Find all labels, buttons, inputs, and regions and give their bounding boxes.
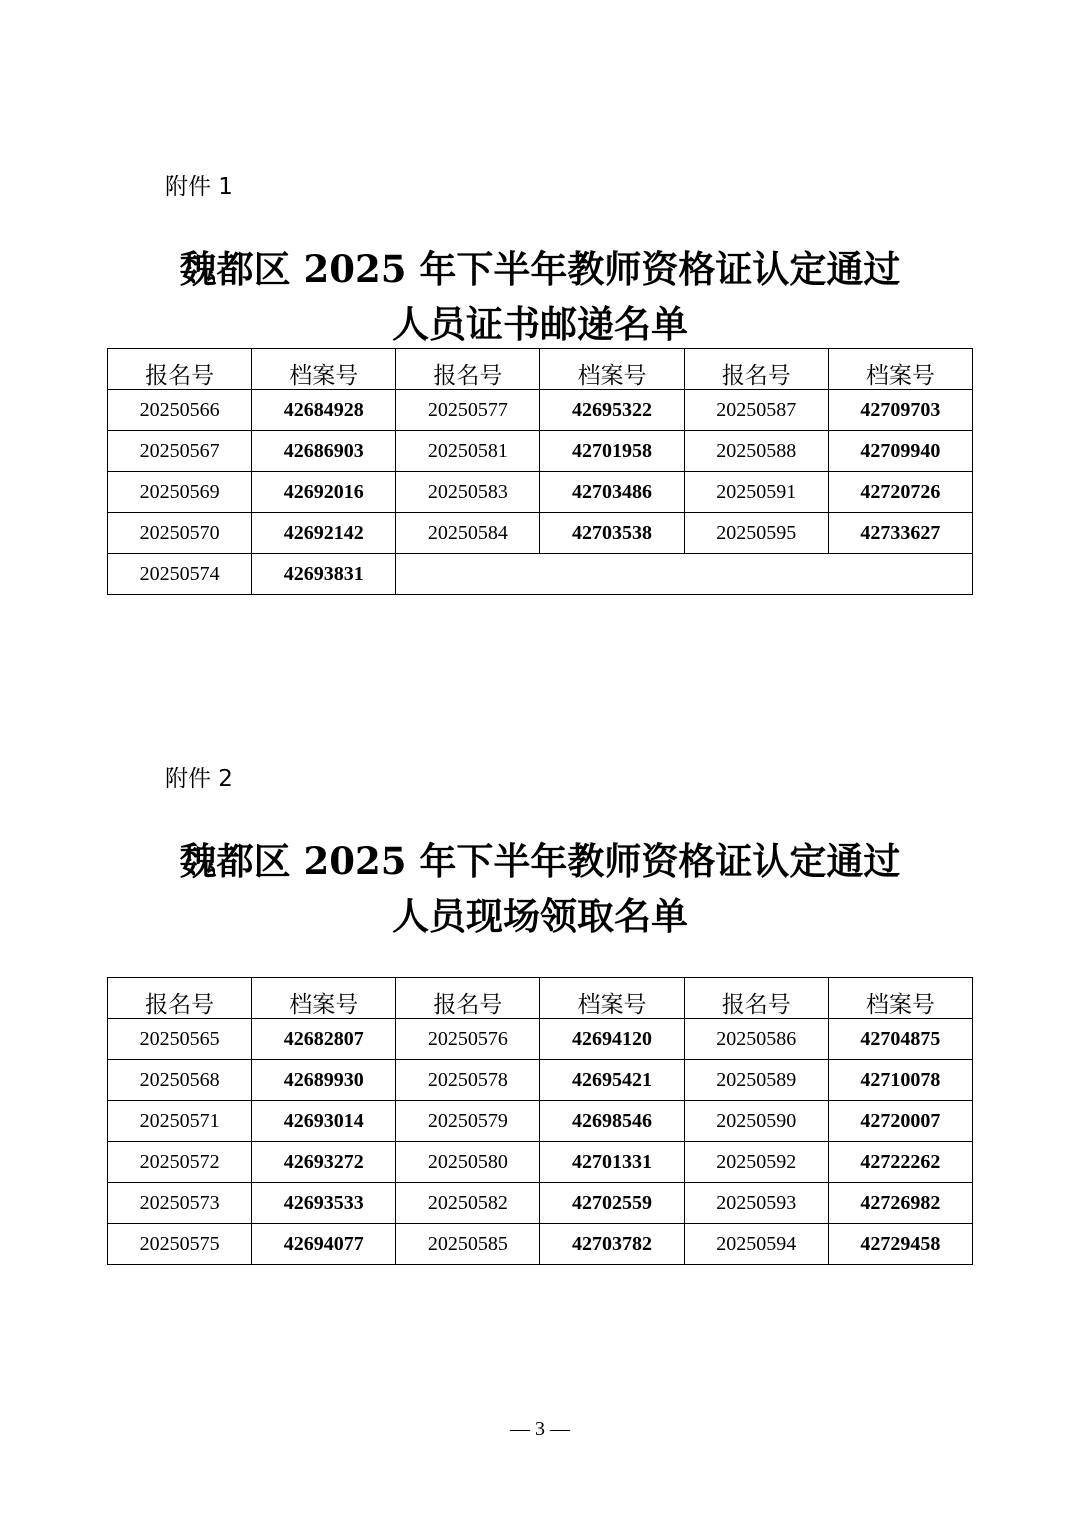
- table-row: [108, 1224, 973, 1265]
- file-number-cell: 42709703: [828, 390, 972, 431]
- table-row: [108, 1142, 973, 1183]
- registration-number-cell: 20250583: [396, 472, 540, 513]
- table-row: [108, 554, 973, 595]
- file-number-cell: 42693272: [252, 1142, 396, 1183]
- file-number-cell: 42701958: [540, 431, 684, 472]
- file-number-cell: 42684928: [252, 390, 396, 431]
- file-number-cell: 42710078: [828, 1060, 972, 1101]
- page-number: — 3 —: [510, 1418, 570, 1440]
- registration-number-cell: 20250572: [108, 1142, 252, 1183]
- registration-number-cell: 20250567: [108, 431, 252, 472]
- file-number-cell: 42695421: [540, 1060, 684, 1101]
- registration-number-cell: 20250591: [684, 472, 828, 513]
- file-number-cell: 42701331: [540, 1142, 684, 1183]
- file-number-cell: 42692142: [252, 513, 396, 554]
- attachment2-title-line2: 人员现场领取名单: [392, 894, 688, 938]
- registration-number-cell: 20250580: [396, 1142, 540, 1183]
- table-row: [108, 472, 973, 513]
- registration-number-cell: 20250579: [396, 1101, 540, 1142]
- header-cell: 档案号: [828, 978, 972, 1019]
- file-number-cell: 42726982: [828, 1183, 972, 1224]
- registration-number-cell: 20250592: [684, 1142, 828, 1183]
- file-number-cell: 42702559: [540, 1183, 684, 1224]
- header-cell: 报名号: [684, 978, 828, 1019]
- file-number-cell: 42703782: [540, 1224, 684, 1265]
- registration-number-cell: 20250588: [684, 431, 828, 472]
- header-cell: 报名号: [396, 978, 540, 1019]
- file-number-cell: 42703538: [540, 513, 684, 554]
- table-row: [108, 1183, 973, 1224]
- registration-number-cell: 20250578: [396, 1060, 540, 1101]
- registration-number-cell: 20250593: [684, 1183, 828, 1224]
- attachment2-title: [0, 834, 1080, 944]
- file-number-cell: 42686903: [252, 431, 396, 472]
- header-cell: 档案号: [252, 978, 396, 1019]
- registration-number-cell: 20250595: [684, 513, 828, 554]
- header-cell: 档案号: [828, 349, 972, 390]
- attachment1-title: [0, 242, 1080, 352]
- file-number-cell: 42720007: [828, 1101, 972, 1142]
- registration-number-cell: 20250568: [108, 1060, 252, 1101]
- table-row: [108, 1060, 973, 1101]
- header-cell: 报名号: [108, 349, 252, 390]
- table-header-row: [108, 978, 973, 1019]
- attachment1-table: [107, 348, 973, 595]
- attachment2-label: 附件 2: [165, 766, 233, 792]
- registration-number-cell: 20250577: [396, 390, 540, 431]
- table-header-row: [108, 349, 973, 390]
- file-number-cell: 42693014: [252, 1101, 396, 1142]
- attachment1-title-line1: 魏都区 2025 年下半年教师资格证认定通过: [179, 247, 901, 291]
- registration-number-cell: 20250586: [684, 1019, 828, 1060]
- registration-number-cell: 20250574: [108, 554, 252, 595]
- table-row: [108, 431, 973, 472]
- file-number-cell: 42682807: [252, 1019, 396, 1060]
- registration-number-cell: 20250585: [396, 1224, 540, 1265]
- attachment2-table: [107, 977, 973, 1265]
- file-number-cell: 42695322: [540, 390, 684, 431]
- registration-number-cell: 20250581: [396, 431, 540, 472]
- header-cell: 报名号: [108, 978, 252, 1019]
- registration-number-cell: 20250594: [684, 1224, 828, 1265]
- registration-number-cell: 20250575: [108, 1224, 252, 1265]
- file-number-cell: 42733627: [828, 513, 972, 554]
- file-number-cell: 42693533: [252, 1183, 396, 1224]
- registration-number-cell: 20250582: [396, 1183, 540, 1224]
- table-row: [108, 1101, 973, 1142]
- file-number-cell: 42689930: [252, 1060, 396, 1101]
- attachment2-title-line1: 魏都区 2025 年下半年教师资格证认定通过: [179, 839, 901, 883]
- file-number-cell: 42704875: [828, 1019, 972, 1060]
- attachment1-title-line2: 人员证书邮递名单: [392, 302, 688, 346]
- registration-number-cell: 20250587: [684, 390, 828, 431]
- header-cell: 报名号: [684, 349, 828, 390]
- registration-number-cell: 20250584: [396, 513, 540, 554]
- empty-merged-cell: [396, 554, 973, 595]
- attachment1-label: 附件 1: [165, 174, 233, 200]
- file-number-cell: 42694077: [252, 1224, 396, 1265]
- registration-number-cell: 20250590: [684, 1101, 828, 1142]
- header-cell: 档案号: [540, 978, 684, 1019]
- registration-number-cell: 20250570: [108, 513, 252, 554]
- file-number-cell: 42698546: [540, 1101, 684, 1142]
- registration-number-cell: 20250565: [108, 1019, 252, 1060]
- table-row: [108, 513, 973, 554]
- file-number-cell: 42692016: [252, 472, 396, 513]
- file-number-cell: 42722262: [828, 1142, 972, 1183]
- header-cell: 档案号: [540, 349, 684, 390]
- registration-number-cell: 20250589: [684, 1060, 828, 1101]
- file-number-cell: 42729458: [828, 1224, 972, 1265]
- file-number-cell: 42709940: [828, 431, 972, 472]
- file-number-cell: 42694120: [540, 1019, 684, 1060]
- file-number-cell: 42720726: [828, 472, 972, 513]
- table-row: [108, 1019, 973, 1060]
- file-number-cell: 42703486: [540, 472, 684, 513]
- table-row: [108, 390, 973, 431]
- registration-number-cell: 20250573: [108, 1183, 252, 1224]
- registration-number-cell: 20250566: [108, 390, 252, 431]
- file-number-cell: 42693831: [252, 554, 396, 595]
- registration-number-cell: 20250569: [108, 472, 252, 513]
- registration-number-cell: 20250576: [396, 1019, 540, 1060]
- header-cell: 档案号: [252, 349, 396, 390]
- registration-number-cell: 20250571: [108, 1101, 252, 1142]
- header-cell: 报名号: [396, 349, 540, 390]
